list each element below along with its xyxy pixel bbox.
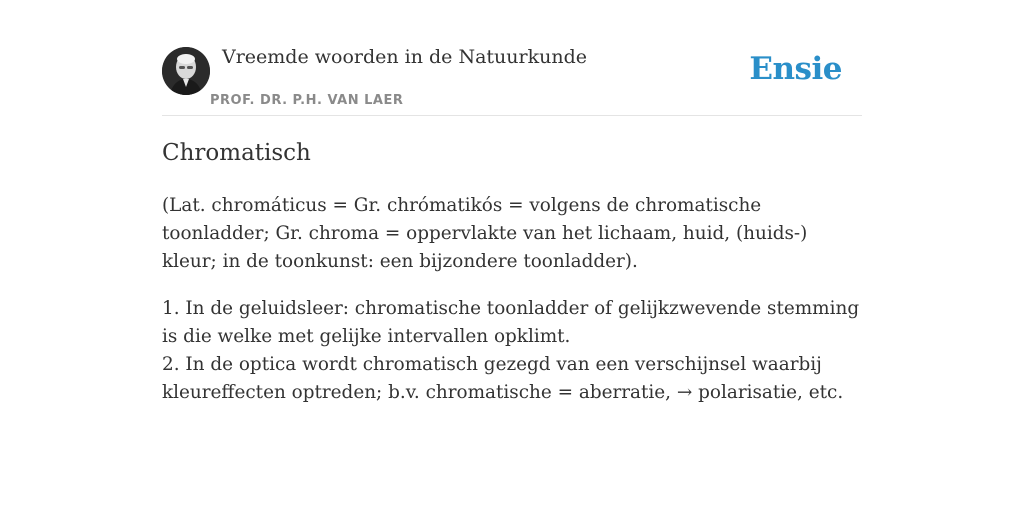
etymology-paragraph: (Lat. chromáticus = Gr. chrómatikós = volgens de chromatische toonladder; Gr. chroma = oppervlakte van het lichaam, huid, (huids-) kleur; in de toonkunst: een bijzondere toonladder). <box>162 195 808 272</box>
definition-1: 1. In de geluidsleer: chromatische toonladder of gelijkzwevende stemming is die welke met gelijke intervallen opklimt. <box>162 298 860 347</box>
entry-title: Chromatisch <box>162 140 311 166</box>
author-portrait-icon <box>162 47 210 95</box>
entry-card <box>162 40 862 403</box>
entry-header <box>162 40 862 116</box>
author-name[interactable]: PROF. DR. P.H. VAN LAER <box>210 93 404 108</box>
author-avatar[interactable] <box>162 47 210 95</box>
definition-2: 2. In de optica wordt chromatisch gezegd van een verschijnsel waarbij kleureffecten optreden; b.v. chromatische = aberratie, → polarisatie, etc. <box>162 354 844 403</box>
definitions-paragraph <box>162 295 862 407</box>
ensie-logo[interactable]: Ensie <box>749 51 842 87</box>
book-title-link[interactable]: Vreemde woorden in de Natuurkunde <box>222 46 587 68</box>
